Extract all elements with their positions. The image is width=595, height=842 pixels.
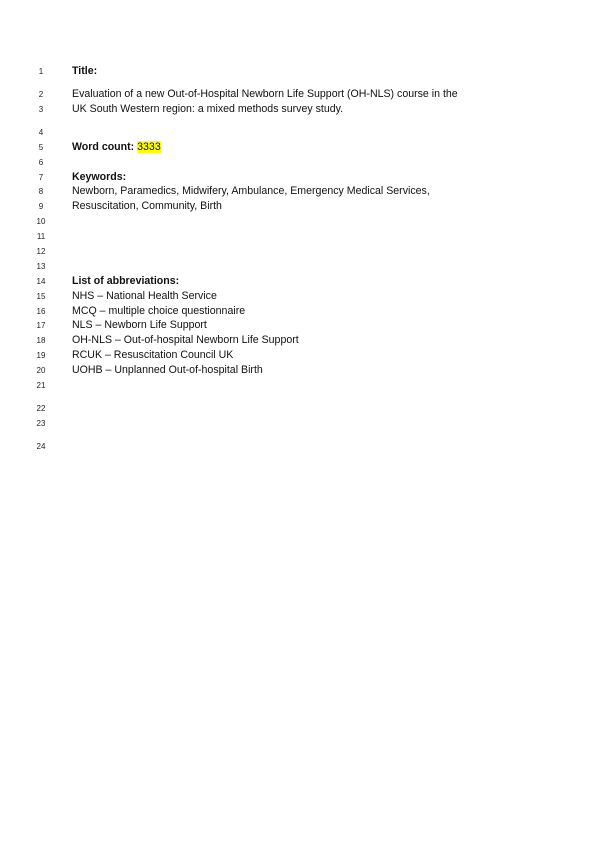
- line-number: 6: [38, 158, 44, 167]
- line-number: 2: [38, 90, 44, 99]
- line-3: [0, 102, 595, 117]
- line-number: 9: [38, 202, 44, 211]
- line-number: 23: [36, 419, 46, 428]
- line-number: 19: [36, 351, 46, 360]
- abbreviation-item: UOHB – Unplanned Out-of-hospital Birth: [72, 364, 263, 376]
- word-count: [72, 140, 161, 155]
- keywords-line-1: Newborn, Paramedics, Midwifery, Ambulance, Emergency Medical Services,: [72, 185, 430, 197]
- abbreviation-item: MCQ – multiple choice questionnaire: [72, 305, 246, 317]
- line-15: [0, 289, 595, 304]
- line-23: [0, 416, 595, 431]
- abbreviation-item: RCUK – Resuscitation Council UK: [72, 349, 234, 361]
- line-12: [0, 244, 595, 259]
- line-13: [0, 259, 595, 274]
- title-text-line-2: UK South Western region: a mixed methods survey study.: [72, 103, 344, 115]
- line-5: [0, 140, 595, 155]
- line-number: 22: [36, 404, 46, 413]
- line-number: 24: [36, 442, 46, 451]
- line-number: 15: [36, 292, 46, 301]
- abbreviation-item: NLS – Newborn Life Support: [72, 319, 207, 331]
- line-number: 3: [38, 105, 44, 114]
- title-text-line-1: Evaluation of a new Out-of-Hospital Newborn Life Support (OH-NLS) course in the: [72, 88, 458, 100]
- line-number: 21: [36, 381, 46, 390]
- line-6: [0, 155, 595, 170]
- line-number: 17: [36, 321, 46, 330]
- keywords-line-2: Resuscitation, Community, Birth: [72, 200, 222, 212]
- line-2: [0, 87, 595, 102]
- line-number: 16: [36, 307, 46, 316]
- abbreviation-item: NHS – National Health Service: [72, 290, 217, 302]
- line-17: [0, 318, 595, 333]
- line-24: [0, 439, 595, 454]
- line-4: [0, 125, 595, 140]
- line-number: 12: [36, 247, 46, 256]
- line-9: [0, 199, 595, 214]
- line-number: 7: [38, 173, 44, 182]
- line-number: 14: [36, 277, 46, 286]
- line-11: [0, 229, 595, 244]
- line-20: [0, 363, 595, 378]
- line-14: [0, 274, 595, 289]
- keywords-label: Keywords:: [72, 171, 127, 183]
- line-number: 13: [36, 262, 46, 271]
- line-8: [0, 184, 595, 199]
- line-number: 20: [36, 366, 46, 375]
- line-number: 4: [38, 128, 44, 137]
- title-label: Title:: [72, 65, 98, 77]
- line-number: 5: [38, 143, 44, 152]
- line-22: [0, 401, 595, 416]
- line-1: [0, 64, 595, 79]
- line-10: [0, 214, 595, 229]
- word-count-value: 3333: [137, 141, 161, 153]
- abbreviation-item: OH-NLS – Out-of-hospital Newborn Life Support: [72, 334, 299, 346]
- line-number: 1: [38, 67, 44, 76]
- line-16: [0, 304, 595, 319]
- line-21: [0, 378, 595, 393]
- word-count-label: Word count:: [72, 141, 135, 153]
- line-19: [0, 348, 595, 363]
- line-18: [0, 333, 595, 348]
- line-7: [0, 170, 595, 185]
- line-number: 8: [38, 187, 44, 196]
- line-number: 10: [36, 217, 46, 226]
- line-number: 18: [36, 336, 46, 345]
- line-number: 11: [36, 232, 46, 241]
- abbreviations-label: List of abbreviations:: [72, 275, 180, 287]
